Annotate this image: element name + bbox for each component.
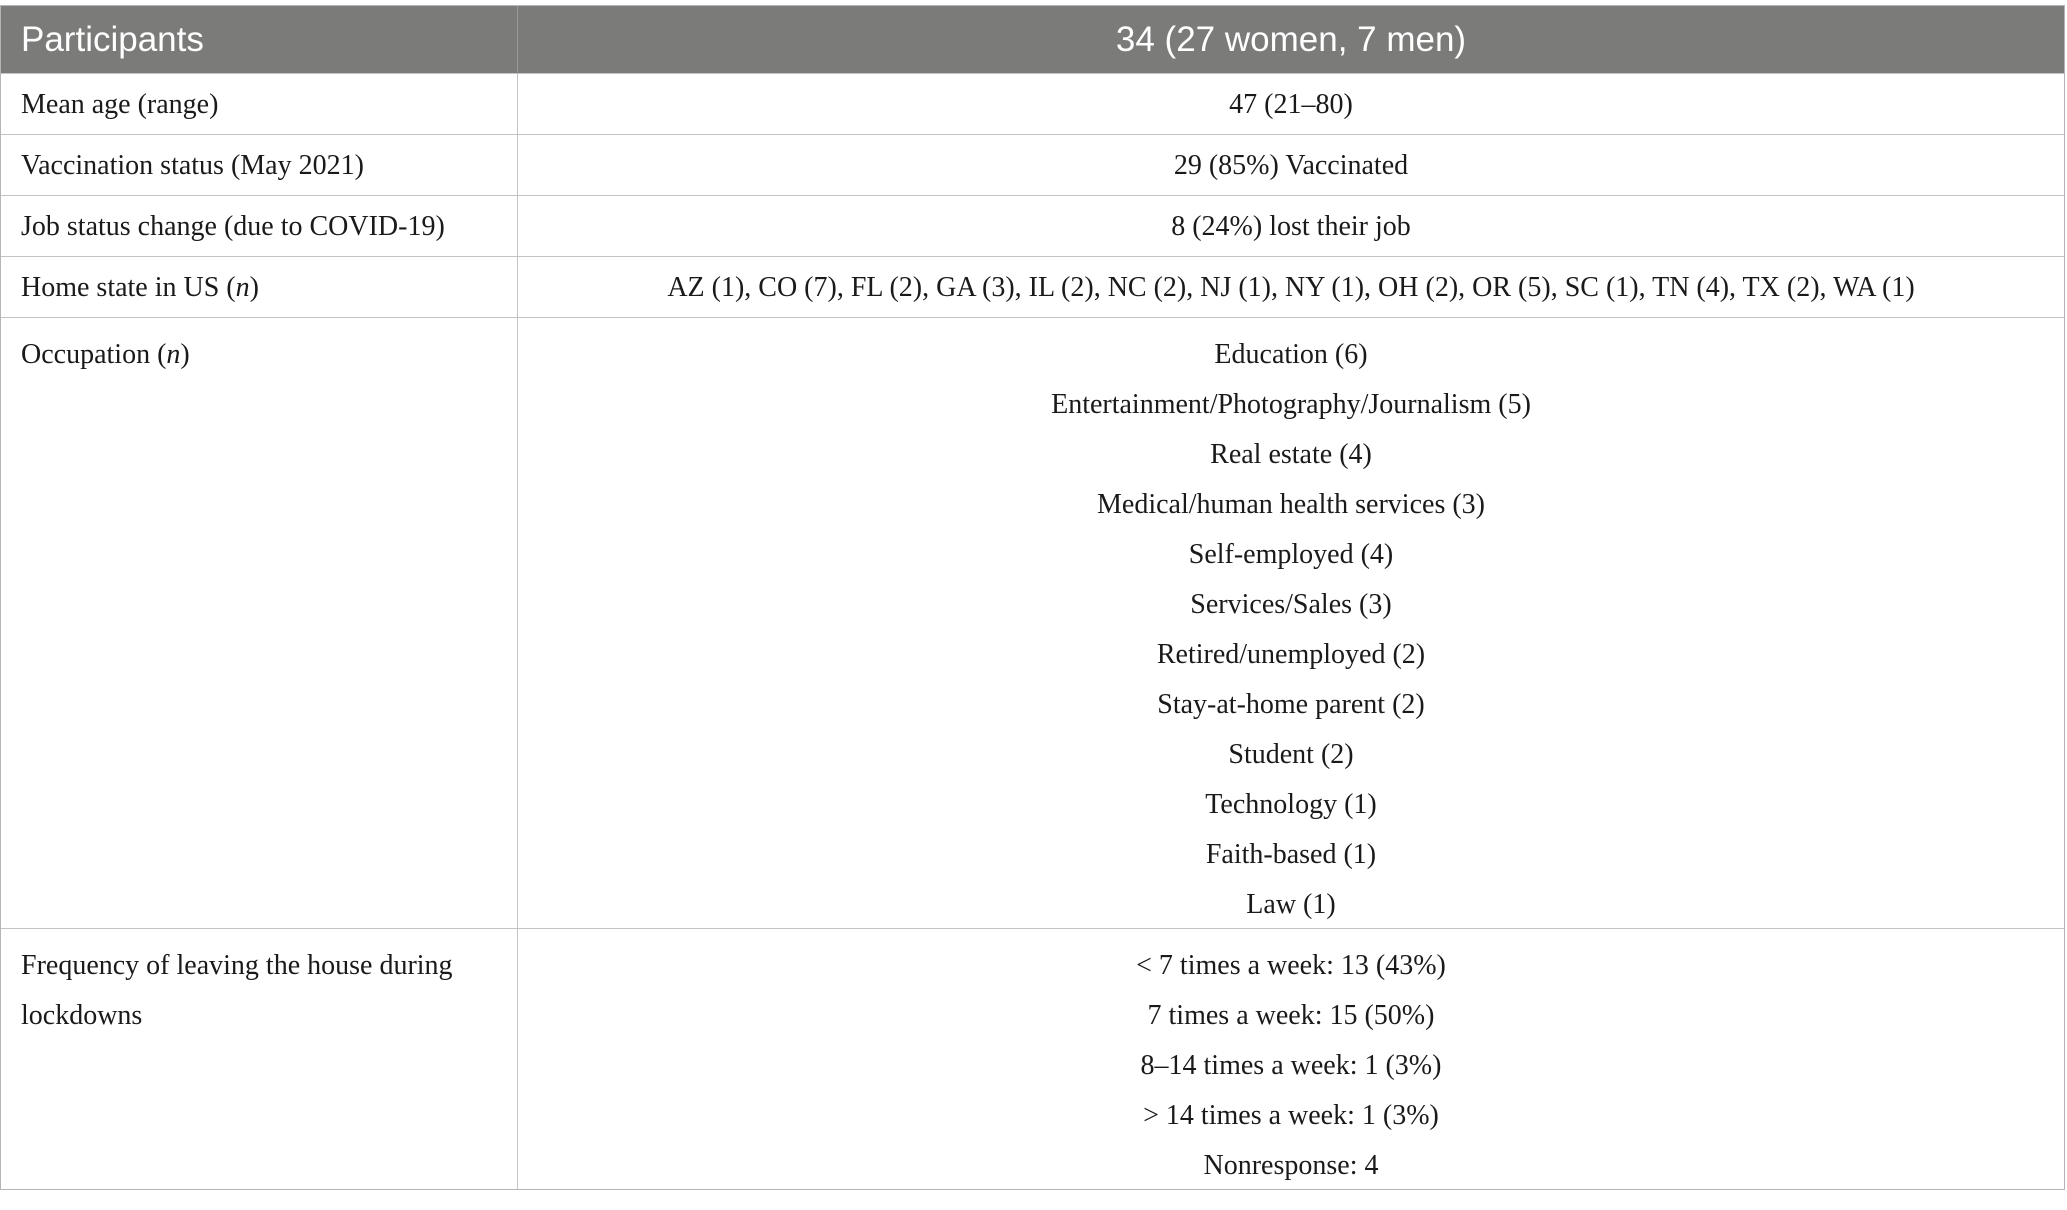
label-text: Home state in US ( [21,272,236,303]
occupation-item: Stay-at-home parent (2) [1157,689,1425,720]
occupation-item: Student (2) [1228,739,1354,770]
frequency-item: < 7 times a week: 13 (43%) [1136,950,1446,981]
occupation-item: Technology (1) [1205,789,1377,820]
row-label-occupation [1,318,518,928]
row-value-frequency [518,929,2064,1189]
table-row-home-state [1,256,2064,317]
row-label-vaccination: Vaccination status (May 2021) [1,135,518,195]
table-row-vaccination [1,134,2064,195]
row-value-job: 8 (24%) lost their job [1171,211,1411,242]
label-close: ) [249,272,259,303]
table-row-job [1,195,2064,256]
occupation-item: Law (1) [1246,889,1336,920]
occupation-item: Retired/unemployed (2) [1156,639,1426,670]
occupation-item: Faith-based (1) [1205,839,1377,870]
header-participants-count: 34 (27 women, 7 men) [1115,20,1467,59]
table-header-row [1,6,2064,73]
row-label-home-state [1,257,518,317]
table-row-occupation [1,317,2064,928]
frequency-item: Nonresponse: 4 [1203,1150,1379,1181]
row-value-age: 47 (21–80) [1229,89,1353,120]
header-participants: Participants [1,6,518,72]
label-line: Frequency of leaving the house during [21,950,453,981]
label-italic-n: n [235,272,250,303]
row-value-home-state: AZ (1), CO (7), FL (2), GA (3), IL (2), NC (2), NJ (1), NY (1), OH (2), OR (5), SC (1), TN (4), TX (2), WA (1) [667,272,1915,303]
label-close: ) [180,339,190,370]
frequency-item: > 14 times a week: 1 (3%) [1143,1100,1439,1131]
occupation-item: Services/Sales (3) [1190,589,1392,620]
occupation-item: Medical/human health services (3) [1097,489,1485,520]
frequency-item: 7 times a week: 15 (50%) [1147,1000,1435,1031]
frequency-item: 8–14 times a week: 1 (3%) [1140,1050,1442,1081]
table-row-age [1,73,2064,134]
participants-table [0,5,2065,1190]
occupation-item: Self-employed (4) [1188,539,1394,570]
label-line: lockdowns [21,1000,143,1031]
occupation-item: Education (6) [1214,339,1368,370]
label-text: Occupation ( [21,339,167,370]
row-label-job: Job status change (due to COVID-19) [1,196,518,256]
label-italic-n: n [166,339,181,370]
row-value-vaccination: 29 (85%) Vaccinated [1173,150,1409,181]
row-label-frequency [1,929,518,1189]
row-value-occupation [518,318,2064,928]
row-label-age: Mean age (range) [1,74,518,134]
table-row-frequency [1,928,2064,1189]
occupation-item: Entertainment/Photography/Journalism (5) [1051,389,1531,420]
occupation-item: Real estate (4) [1210,439,1372,470]
